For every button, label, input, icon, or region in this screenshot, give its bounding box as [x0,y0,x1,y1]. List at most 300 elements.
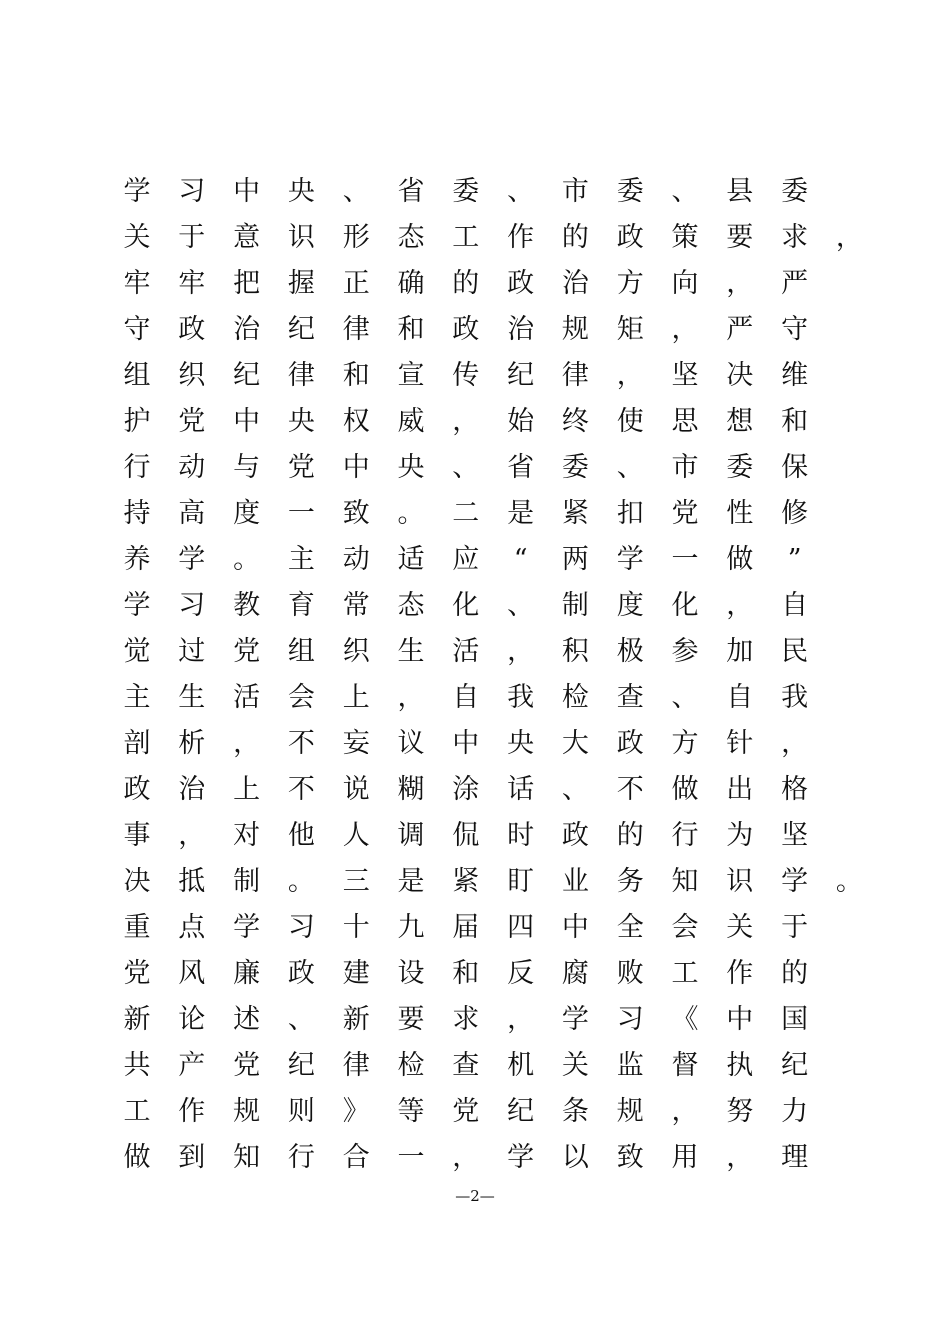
text-char: 查 [452,1050,480,1081]
text-char: 严 [726,314,754,345]
text-char: 作 [507,222,535,253]
text-char: 抵 [178,866,206,897]
text-char: 律 [561,360,589,391]
text-char: 纪 [287,1050,315,1081]
text-char: 自 [452,682,480,713]
text-char: 度 [233,498,261,529]
text-char: 学 [123,590,151,621]
text-char: 业 [561,866,589,897]
text-char: 政 [123,774,151,805]
text-char: 我 [781,682,809,713]
text-char: 终 [561,406,589,437]
text-char: ， [726,268,754,299]
text-char: 上 [233,774,261,805]
text-char: 紧 [561,498,589,529]
text-char: 思 [671,406,699,437]
text-char: 要 [397,1004,425,1035]
text-char: 政 [178,314,206,345]
text-char: 他 [287,820,315,851]
text-char: 中 [233,406,261,437]
text-char: 性 [726,498,754,529]
text-char: 牢 [123,268,151,299]
text-char: 织 [342,636,370,667]
text-char: 维 [781,360,809,391]
text-char: 党 [233,636,261,667]
text-char: 习 [287,912,315,943]
text-char: 、 [671,176,699,207]
text-char: 的 [452,268,480,299]
text-char: 届 [452,912,480,943]
text-line [0,354,950,400]
text-char: 上 [342,682,370,713]
text-char: 律 [342,314,370,345]
text-char: 主 [123,682,151,713]
text-char: 常 [342,590,370,621]
text-char: 剖 [123,728,151,759]
text-line [0,216,950,262]
text-char: 生 [397,636,425,667]
text-char: 致 [616,1142,644,1173]
text-char: 求 [452,1004,480,1035]
text-char: 则 [287,1096,315,1127]
text-char: 宣 [397,360,425,391]
text-char: ， [835,222,863,253]
text-char: 中 [452,728,480,759]
text-line [0,1136,950,1182]
text-char: 适 [397,544,425,575]
text-char: 学 [233,912,261,943]
text-char: 扣 [616,498,644,529]
text-char: 的 [561,222,589,253]
text-char: 我 [507,682,535,713]
text-char: 政 [287,958,315,989]
text-char: 委 [452,176,480,207]
text-char: 务 [616,866,644,897]
text-char: 行 [671,820,699,851]
text-line [0,630,950,676]
text-char: ， [397,682,425,713]
text-char: “ [513,544,528,575]
text-char: 组 [123,360,151,391]
text-char: 中 [561,912,589,943]
text-char: 权 [342,406,370,437]
text-char: 向 [671,268,699,299]
text-char: 牢 [178,268,206,299]
text-char: 委 [616,176,644,207]
text-char: 九 [397,912,425,943]
text-char: 修 [781,498,809,529]
text-char: 学 [781,866,809,897]
text-char: 活 [233,682,261,713]
text-char: 做 [123,1142,151,1173]
text-char: 、 [561,774,589,805]
text-char: 动 [342,544,370,575]
text-line [0,492,950,538]
text-char: 纪 [233,360,261,391]
text-char: 态 [397,590,425,621]
text-char: 三 [342,866,370,897]
text-char: 持 [123,498,151,529]
text-char: 纪 [781,1050,809,1081]
text-char: 治 [178,774,206,805]
text-char: 不 [287,728,315,759]
text-char: 觉 [123,636,151,667]
text-char: 关 [726,912,754,943]
text-char: 大 [561,728,589,759]
text-char: 习 [178,176,206,207]
text-char: 坚 [671,360,699,391]
text-char: 工 [452,222,480,253]
text-char: 的 [781,958,809,989]
text-char: 执 [726,1050,754,1081]
text-char: 握 [287,268,315,299]
text-char: ， [671,314,699,345]
text-char: 制 [561,590,589,621]
text-char: ， [507,636,535,667]
text-char: 矩 [616,314,644,345]
text-char: 自 [781,590,809,621]
text-char: 议 [397,728,425,759]
text-char: 做 [726,544,754,575]
text-char: 合 [342,1142,370,1173]
text-char: 习 [616,1004,644,1035]
text-char: 央 [397,452,425,483]
text-char: 育 [287,590,315,621]
text-char: 败 [616,958,644,989]
text-line [0,906,950,952]
text-char: 学 [507,1142,535,1173]
text-char: 威 [397,406,425,437]
text-char: 与 [233,452,261,483]
text-char: 坚 [781,820,809,851]
text-char: 侃 [452,820,480,851]
text-char: 做 [671,774,699,805]
text-char: 保 [781,452,809,483]
text-char: 知 [233,1142,261,1173]
text-char: 党 [287,452,315,483]
text-char: 和 [342,360,370,391]
text-char: 的 [616,820,644,851]
text-char: 市 [561,176,589,207]
text-char: 治 [233,314,261,345]
text-char: 习 [178,590,206,621]
text-char: 学 [123,176,151,207]
text-line [0,538,950,584]
text-char: 学 [178,544,206,575]
text-char: 要 [726,222,754,253]
text-char: 、 [671,682,699,713]
text-char: ， [726,590,754,621]
text-char: 两 [561,544,589,575]
text-char: 会 [671,912,699,943]
text-char: 作 [178,1096,206,1127]
text-char: 活 [452,636,480,667]
text-char: 产 [178,1050,206,1081]
text-char: 。 [397,498,425,529]
text-line [0,722,950,768]
text-char: 决 [123,866,151,897]
text-char: 参 [671,636,699,667]
text-char: 。 [287,866,315,897]
text-char: 自 [726,682,754,713]
text-char: 十 [342,912,370,943]
text-char: ， [507,1004,535,1035]
text-char: 于 [781,912,809,943]
text-line [0,860,950,906]
text-char: 政 [616,728,644,759]
text-char: 严 [781,268,809,299]
text-char: 致 [342,498,370,529]
text-char: 央 [287,406,315,437]
text-char: ， [616,360,644,391]
text-char: 力 [781,1096,809,1127]
text-char: 涂 [452,774,480,805]
text-char: 化 [671,590,699,621]
text-char: 党 [123,958,151,989]
text-char: 。 [835,866,863,897]
text-char: 用 [671,1142,699,1173]
text-char: 党 [671,498,699,529]
text-char: 政 [561,820,589,851]
text-char: 行 [287,1142,315,1173]
text-char: 中 [233,176,261,207]
text-char: 政 [507,268,535,299]
text-char: 规 [561,314,589,345]
text-char: 加 [726,636,754,667]
text-char: 政 [616,222,644,253]
text-char: 省 [507,452,535,483]
text-char: 守 [123,314,151,345]
text-char: 度 [616,590,644,621]
text-char: 积 [561,636,589,667]
text-char: 动 [178,452,206,483]
text-char: 省 [397,176,425,207]
text-char: 规 [233,1096,261,1127]
text-char: 和 [452,958,480,989]
text-char: 律 [287,360,315,391]
text-char: 不 [287,774,315,805]
text-char: 一 [287,498,315,529]
text-char: 律 [342,1050,370,1081]
text-char: 、 [287,1004,315,1035]
text-char: 监 [616,1050,644,1081]
page-number: —2— [455,1187,495,1205]
text-char: 高 [178,498,206,529]
text-char: 形 [342,222,370,253]
text-char: 盯 [507,866,535,897]
text-char: 糊 [397,774,425,805]
text-char: 组 [287,636,315,667]
text-char: 想 [726,406,754,437]
text-char: 工 [123,1096,151,1127]
text-char: 反 [507,958,535,989]
text-char: 不 [616,774,644,805]
text-char: 策 [671,222,699,253]
text-char: 学 [616,544,644,575]
text-char: 主 [287,544,315,575]
text-char: 等 [397,1096,425,1127]
text-char: 始 [507,406,535,437]
text-char: 到 [178,1142,206,1173]
text-char: 检 [561,682,589,713]
text-char: 条 [561,1096,589,1127]
text-char: 央 [287,176,315,207]
text-char: 意 [233,222,261,253]
text-line [0,1044,950,1090]
text-char: 说 [342,774,370,805]
text-line [0,676,950,722]
text-char: 方 [671,728,699,759]
text-char: 识 [726,866,754,897]
text-char: 纪 [507,1096,535,1127]
text-char: 和 [397,314,425,345]
text-line [0,308,950,354]
text-char: 廉 [233,958,261,989]
text-char: ” [787,544,802,575]
text-char: 委 [726,452,754,483]
text-char: 全 [616,912,644,943]
text-char: 论 [178,1004,206,1035]
text-char: 人 [342,820,370,851]
text-char: 方 [616,268,644,299]
text-char: ， [452,406,480,437]
text-char: 县 [726,176,754,207]
text-char: 纪 [507,360,535,391]
text-char: 求 [781,222,809,253]
text-char: 决 [726,360,754,391]
text-char: 生 [178,682,206,713]
text-char: 行 [123,452,151,483]
text-char: 二 [452,498,480,529]
text-char: 是 [397,866,425,897]
text-line [0,170,950,216]
text-char: 共 [123,1050,151,1081]
text-char: 作 [726,958,754,989]
text-line [0,952,950,998]
text-char: 党 [452,1096,480,1127]
text-char: 使 [616,406,644,437]
text-line [0,814,950,860]
text-char: 中 [726,1004,754,1035]
text-char: ， [452,1142,480,1173]
text-char: 建 [342,958,370,989]
text-char: 对 [233,820,261,851]
text-char: ， [178,820,206,851]
text-char: 新 [342,1004,370,1035]
text-char: 正 [342,268,370,299]
text-char: 关 [123,222,151,253]
text-char: 央 [507,728,535,759]
text-char: 事 [123,820,151,851]
text-char: 是 [507,498,535,529]
text-char: 一 [671,544,699,575]
text-char: 民 [781,636,809,667]
text-char: 确 [397,268,425,299]
text-char: ， [671,1096,699,1127]
text-char: 态 [397,222,425,253]
text-char: 教 [233,590,261,621]
text-char: 关 [561,1050,589,1081]
text-char: 委 [561,452,589,483]
text-char: 和 [781,406,809,437]
text-char: 应 [452,544,480,575]
text-char: 党 [178,406,206,437]
text-char: 查 [616,682,644,713]
text-line [0,998,950,1044]
text-char: 为 [726,820,754,851]
text-char: 、 [342,176,370,207]
text-char: 妄 [342,728,370,759]
text-char: 四 [507,912,535,943]
text-char: 腐 [561,958,589,989]
text-char: 识 [287,222,315,253]
text-char: 出 [726,774,754,805]
text-char: 》 [342,1096,370,1127]
text-char: 过 [178,636,206,667]
text-char: 委 [781,176,809,207]
text-char: 织 [178,360,206,391]
text-char: 党 [233,1050,261,1081]
text-char: 设 [397,958,425,989]
text-char: 治 [507,314,535,345]
text-line [0,262,950,308]
text-char: 国 [781,1004,809,1035]
text-char: 护 [123,406,151,437]
text-char: 守 [781,314,809,345]
text-char: 理 [781,1142,809,1173]
text-char: 《 [671,1004,699,1035]
text-char: 、 [616,452,644,483]
text-char: 点 [178,912,206,943]
text-char: 以 [561,1142,589,1173]
text-char: 工 [671,958,699,989]
text-char: 纪 [287,314,315,345]
text-char: 市 [671,452,699,483]
text-char: 紧 [452,866,480,897]
text-char: 规 [616,1096,644,1127]
text-char: 调 [397,820,425,851]
text-char: 述 [233,1004,261,1035]
text-char: 学 [561,1004,589,1035]
text-char: 中 [342,452,370,483]
text-line [0,446,950,492]
text-char: 一 [397,1142,425,1173]
text-char: 养 [123,544,151,575]
text-char: ， [233,728,261,759]
text-char: 机 [507,1050,535,1081]
text-char: 制 [233,866,261,897]
text-char: ， [726,1142,754,1173]
text-char: 重 [123,912,151,943]
text-char: 督 [671,1050,699,1081]
text-line [0,584,950,630]
text-char: 把 [233,268,261,299]
text-char: ， [781,728,809,759]
text-char: 会 [287,682,315,713]
text-char: 话 [507,774,535,805]
text-char: 析 [178,728,206,759]
text-char: 、 [507,176,535,207]
text-char: 、 [507,590,535,621]
text-char: 新 [123,1004,151,1035]
text-char: 、 [452,452,480,483]
text-char: 政 [452,314,480,345]
text-line [0,1090,950,1136]
text-char: 。 [233,544,261,575]
text-char: 风 [178,958,206,989]
text-char: 检 [397,1050,425,1081]
text-line [0,400,950,446]
